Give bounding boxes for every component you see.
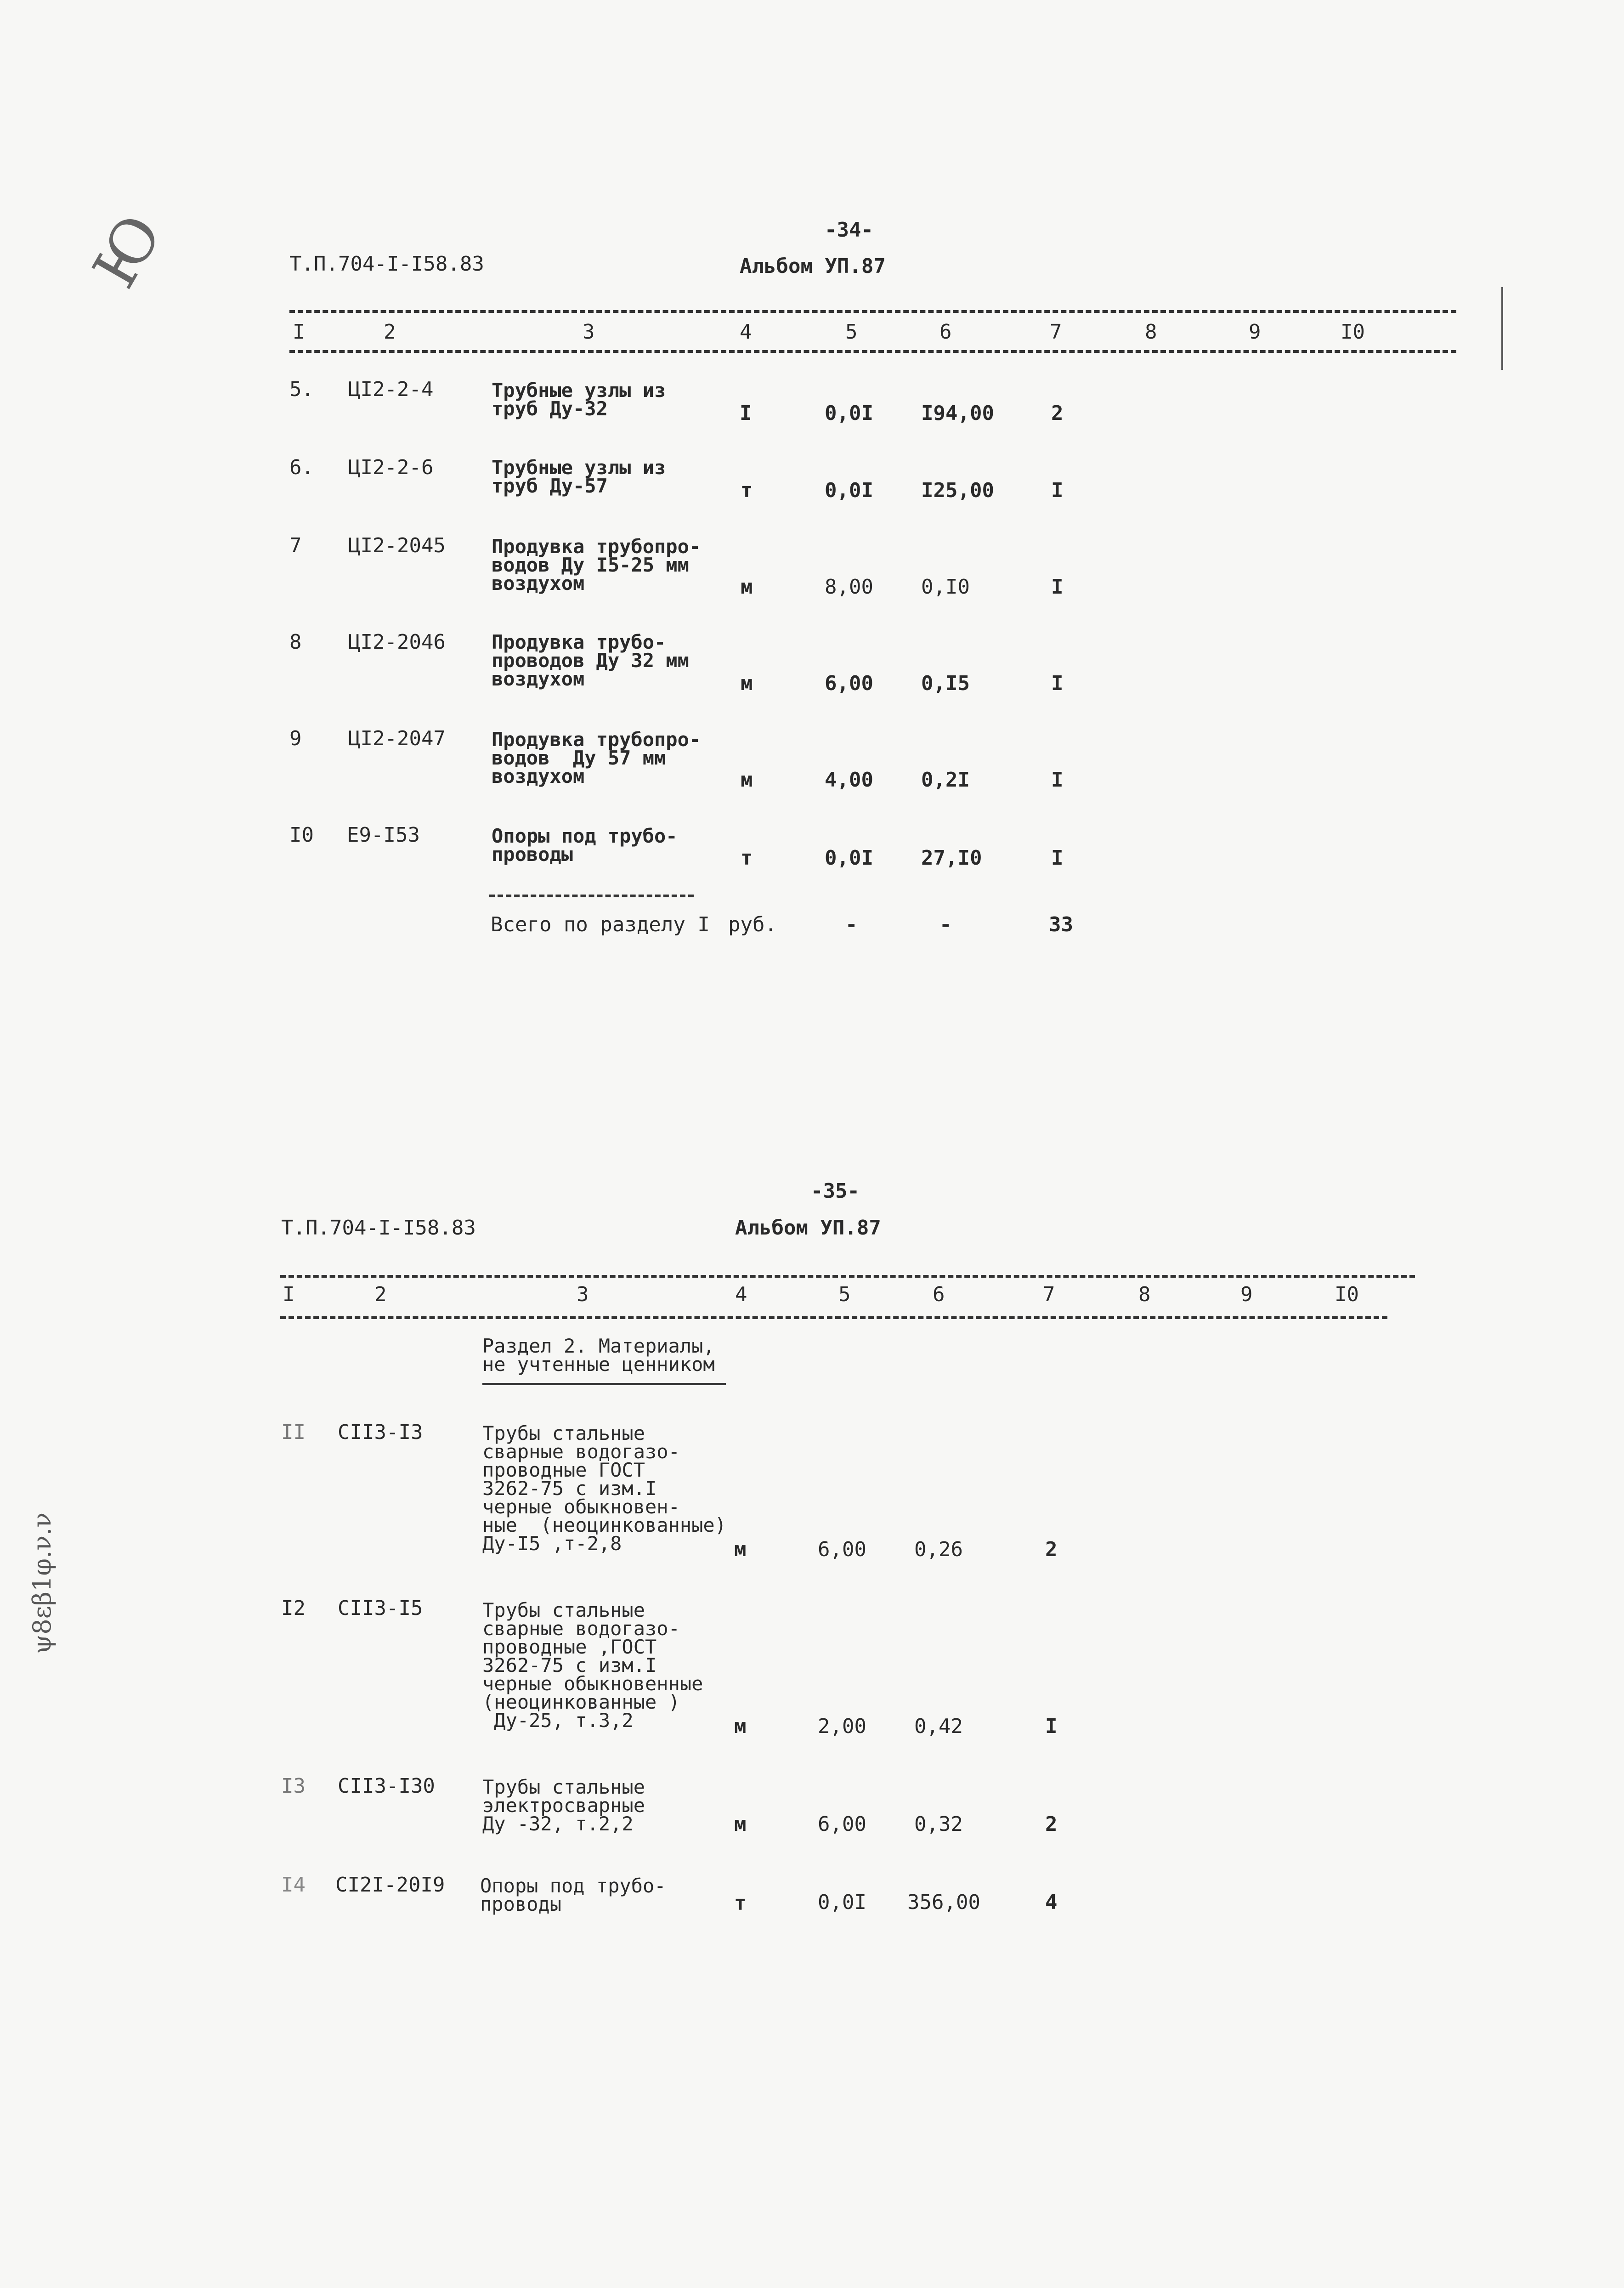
- row-code: СI2I-20I9: [335, 1873, 445, 1897]
- row-code: ЦI2-2-4: [348, 378, 434, 401]
- row-code: СII3-I30: [338, 1774, 435, 1798]
- row-unit: м: [734, 1812, 747, 1836]
- document-code: Т.П.704-I-I58.83: [289, 252, 484, 276]
- col-header-3: 3: [583, 320, 595, 344]
- row-price: 27,I0: [921, 846, 982, 870]
- row-price: 356,00: [907, 1891, 980, 1914]
- col-header-5: 5: [838, 1283, 851, 1306]
- row-quantity: 8,00: [825, 575, 873, 599]
- album-title: Альбом УП.87: [740, 255, 886, 278]
- row-col7: I: [1051, 846, 1064, 870]
- col-header-4: 4: [735, 1283, 747, 1306]
- row-col7: I: [1051, 479, 1064, 502]
- row-number: I2: [281, 1597, 306, 1620]
- col-header-10: I0: [1335, 1283, 1359, 1306]
- row-code: ЦI2-2047: [348, 727, 446, 750]
- total-unit: руб.: [728, 913, 777, 936]
- table-header-bottom-rule: [289, 350, 1456, 353]
- row-description: Трубы стальные электросварные Ду -32, т.2,2: [482, 1776, 645, 1835]
- table-header-bottom-rule: [280, 1316, 1387, 1319]
- row-quantity: 6,00: [818, 1812, 866, 1836]
- row-description: Опоры под трубо- проводы: [492, 825, 678, 866]
- row-col7: 2: [1045, 1812, 1058, 1836]
- table-header-top-rule: [280, 1275, 1415, 1278]
- row-price: I94,00: [921, 402, 994, 425]
- col-header-3: 3: [577, 1283, 589, 1306]
- row-number: 9: [289, 727, 302, 750]
- total-separator-rule: [489, 895, 694, 897]
- row-code: ЦI2-2046: [348, 630, 446, 654]
- col-header-2: 2: [384, 320, 396, 344]
- margin-handwritten-mark: Ю: [79, 202, 176, 300]
- row-quantity: 0,0I: [825, 846, 873, 870]
- row-col7: 2: [1051, 402, 1064, 425]
- row-quantity: 0,0I: [818, 1891, 866, 1914]
- row-price: 0,2I: [921, 768, 970, 792]
- row-quantity: 0,0I: [825, 402, 873, 425]
- row-quantity: 6,00: [818, 1538, 866, 1561]
- row-description: Трубы стальные сварные водогазо- проводные ,ГОСТ 3262-75 с изм.I черные обыкновенные (неоцинкованные ) Ду-25, т.3,2: [482, 1599, 703, 1732]
- document-code: Т.П.704-I-I58.83: [281, 1216, 476, 1240]
- row-price: 0,I5: [921, 672, 970, 695]
- total-label: Всего по разделу I: [491, 913, 710, 936]
- row-col7: I: [1051, 575, 1064, 599]
- row-number: 7: [289, 534, 302, 557]
- col-header-7: 7: [1043, 1283, 1055, 1306]
- row-unit: м: [741, 768, 753, 792]
- col-header-9: 9: [1249, 320, 1261, 344]
- row-description: Опоры под трубо- проводы: [480, 1875, 666, 1915]
- margin-side-stamp: ψ8ɛβ1φ.ν.ν: [28, 1512, 57, 1654]
- row-code: ЦI2-2045: [348, 534, 446, 557]
- col-header-2: 2: [374, 1283, 387, 1306]
- row-unit: т: [741, 479, 753, 502]
- col-header-5: 5: [845, 320, 858, 344]
- row-description: Трубы стальные сварные водогазо- проводные ГОСТ 3262-75 с изм.I черные обыкновен- ные (неоцинкованные) Ду-I5 ,т-2,8: [482, 1422, 727, 1555]
- total-price: -: [939, 913, 952, 936]
- row-unit: т: [734, 1892, 747, 1915]
- col-header-6: 6: [933, 1283, 945, 1306]
- col-header-8: 8: [1138, 1283, 1151, 1306]
- col-header-8: 8: [1145, 320, 1157, 344]
- row-unit: м: [741, 672, 753, 695]
- row-price: 0,32: [914, 1812, 963, 1836]
- total-quantity: -: [845, 913, 858, 936]
- row-code: СII3-I5: [338, 1597, 423, 1620]
- row-description: Продувка трубопро- водов Ду 57 мм воздухом: [492, 728, 701, 787]
- row-col7: I: [1051, 672, 1064, 695]
- total-col7: 33: [1049, 913, 1073, 936]
- row-description: Трубные узлы из труб Ду-57: [492, 456, 666, 497]
- page-number: -35-: [811, 1179, 860, 1203]
- row-unit: м: [734, 1715, 747, 1738]
- row-unit: м: [741, 575, 753, 599]
- row-col7: I: [1045, 1715, 1058, 1738]
- col-header-6: 6: [939, 320, 952, 344]
- row-code: Е9-I53: [347, 823, 420, 847]
- row-unit: т: [741, 846, 753, 870]
- row-description: Продувка трубопро- водов Ду I5-25 мм воздухом: [492, 535, 701, 595]
- section-title: Раздел 2. Материалы, не учтенные ценником: [482, 1335, 715, 1376]
- album-title: Альбом УП.87: [735, 1216, 881, 1240]
- row-code: СII3-I3: [338, 1421, 423, 1444]
- col-header-10: I0: [1341, 320, 1365, 344]
- col-header-7: 7: [1050, 320, 1062, 344]
- col-header-9: 9: [1240, 1283, 1253, 1306]
- row-number: II: [281, 1421, 306, 1444]
- row-col7: 4: [1045, 1891, 1058, 1914]
- row-description: Продувка трубо- проводов Ду 32 мм воздухом: [492, 631, 689, 690]
- row-code: ЦI2-2-6: [348, 456, 434, 479]
- row-price: 0,42: [914, 1715, 963, 1738]
- row-quantity: 4,00: [825, 768, 873, 792]
- edge-line: [1501, 287, 1503, 370]
- row-quantity: 2,00: [818, 1715, 866, 1738]
- row-number: 6.: [289, 456, 314, 479]
- row-price: 0,I0: [921, 575, 970, 599]
- col-header-4: 4: [740, 320, 752, 344]
- row-number: 5.: [289, 378, 314, 401]
- row-description: Трубные узлы из труб Ду-32: [492, 379, 666, 420]
- row-col7: 2: [1045, 1538, 1058, 1561]
- row-unit: I: [740, 402, 752, 425]
- row-quantity: 6,00: [825, 672, 873, 695]
- col-header-1: I: [293, 320, 305, 344]
- row-number: I0: [289, 823, 314, 847]
- page-number: -34-: [825, 218, 873, 242]
- row-col7: I: [1051, 768, 1064, 792]
- col-header-1: I: [283, 1283, 295, 1306]
- row-price: 0,26: [914, 1538, 963, 1561]
- row-price: I25,00: [921, 479, 994, 502]
- row-number: I4: [281, 1873, 306, 1897]
- section-title-underline: [482, 1383, 726, 1385]
- row-quantity: 0,0I: [825, 479, 873, 502]
- row-unit: м: [734, 1538, 747, 1561]
- row-number: 8: [289, 630, 302, 654]
- row-number: I3: [281, 1774, 306, 1798]
- table-header-top-rule: [289, 310, 1456, 313]
